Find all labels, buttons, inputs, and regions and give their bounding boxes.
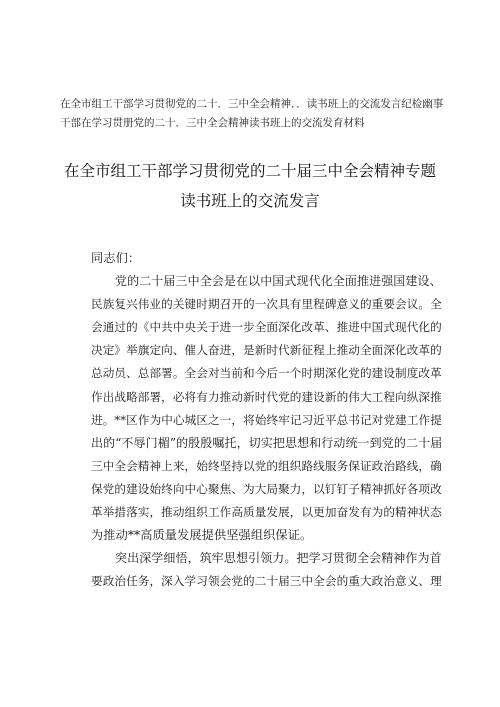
paragraph-1-line: 三中全会精神上来，始终坚持以党的组织路线服务保证政治路线，确 (91, 458, 442, 473)
paragraph-1-line: 总动员、总部署。全会对当前和今后一个时期深化党的建设制度改革 (91, 366, 442, 381)
document-body (91, 247, 441, 593)
paragraph-1-line: 决定》举旗定向、催人奋进，是新时代新征程上推动全面深化改革的 (91, 343, 442, 358)
header-line-2: 干部在学习贯册党的二十．三中全会精神读书班上的交流发育材料 (60, 117, 365, 129)
paragraph-1-line: 出的“不辱门楣”的殷殷嘱托，切实把思想和行动统一到党的二十届 (91, 435, 443, 450)
paragraph-1-line: 保党的建设始终向中心聚焦、为大局聚力，以钉钉子精神抓好各项改 (91, 481, 442, 496)
paragraph-1-line: 作出战略部署，必将有力推动新时代党的建设新的伟大工程向纵深推 (91, 389, 442, 404)
document-title-line-2: 读书班上的交流发言 (180, 192, 320, 210)
paragraph-2-line: 要政治任务，深入学习领会党的二十届三中全会的重大政治意义、理 (91, 574, 442, 589)
paragraph-1-line: 民族复兴伟业的关键时期召开的一次具有里程碑意义的重要会议。全 (91, 297, 442, 312)
paragraph-1-line: 进。**区作为中心城区之一，将始终牢记习近平总书记对党建工作提 (91, 412, 442, 427)
paragraph-1-line: 为推动**高质量发展提供坚强组织保证。 (91, 528, 313, 543)
paragraph-1-line: 党的二十届三中全会是在以中国式现代化全面推进强国建设、 (115, 274, 442, 289)
paragraph-2-line: 突出深学细悟，筑牢思想引领力。把学习贯彻全会精神作为首 (115, 551, 442, 566)
salutation: 同志们： (91, 251, 141, 265)
document-header (60, 95, 460, 133)
paragraph-1-line: 会通过的《中共中央关于进一步全面深化改革、推进中国式现代化的 (91, 320, 442, 335)
paragraph-1-line: 革举措落实，推动组织工作高质量发展，以更加奋发有为的精神状态 (91, 505, 442, 520)
document-title-line-1: 在全市组工干部学习贯彻党的二十届三中全会精神专题 (63, 162, 436, 180)
header-line-1: 在全市组工干部学习贯彻党的二十．三中全会精神．．读书班上的交流发言纪检幽事 (60, 98, 444, 110)
